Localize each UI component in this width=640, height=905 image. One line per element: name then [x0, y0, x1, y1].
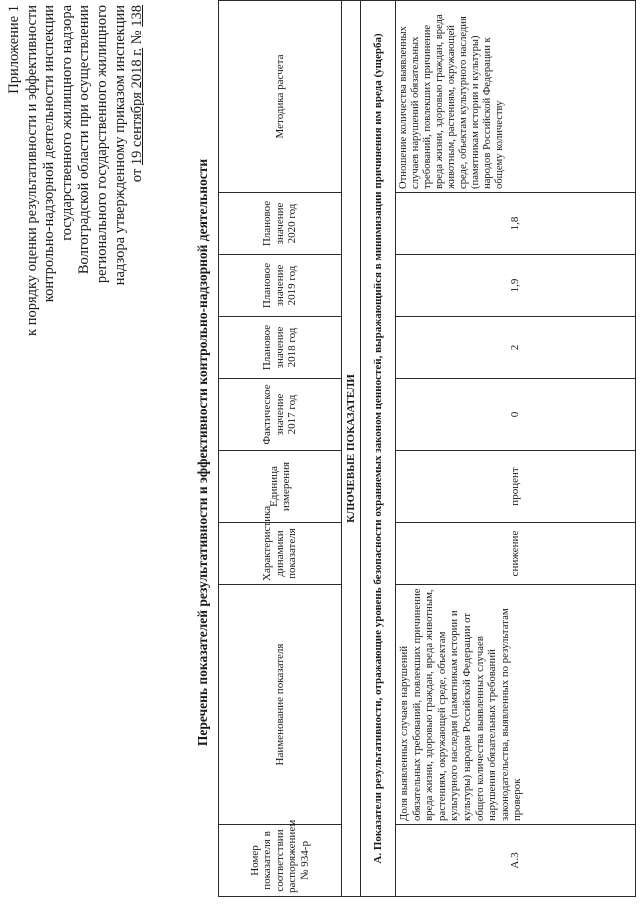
document-title: Перечень показателей результативности и эффективности контрольно-надзорной деятельности: [195, 158, 210, 747]
row-name: Доля выявленных случаев нарушений обязательных требований, повлекших причинение вреда жизни, здоровью граждан, вреда животным, растениям, окружающей среде, объектам культурного наследия (памятникам истории и культуры) народов Российской Федерации от общего количества выявленных случаев нарушения обязательных требований законодательства, выявленных по результатам проверок: [396, 585, 636, 825]
row-plan-2020: 1,8: [396, 193, 636, 255]
section-a-label: А. Показатели результативности, отражающие уровень безопасности охраняемых законом ценностей, выражающийся в минимизации причинения им вреда (ущерба): [361, 1, 396, 897]
row-number: А.3: [396, 825, 636, 897]
table-row: [396, 1, 636, 897]
row-plan-2019: 1,9: [396, 255, 636, 317]
header-trend: Характеристика динамики показателя: [219, 523, 342, 585]
row-unit: процент: [396, 451, 636, 523]
appendix-line: надзора утвержденному приказом инспекции: [111, 5, 128, 286]
section-row: [361, 1, 396, 897]
key-indicators-label: КЛЮЧЕВЫЕ ПОКАЗАТЕЛИ: [342, 1, 361, 897]
appendix-line: государственного жилищного надзора: [58, 5, 75, 241]
row-trend: снижение: [396, 523, 636, 585]
row-plan-2018: 2: [396, 317, 636, 379]
appendix-line: регионального государственного жилищного: [93, 5, 110, 284]
order-reference: [129, 5, 147, 385]
indicators-table: [218, 0, 636, 897]
header-name: Наименование показателя: [219, 585, 342, 825]
appendix-line: к порядку оценки результативности и эффективности: [23, 5, 40, 336]
header-number: Номер показателя в соответствии распоряжением № 934-р: [219, 825, 342, 897]
row-method: Отношение количества выявленных случаев нарушений обязательных требований, повлекших причинение вреда жизни, здоровью граждан, вреда животным, растениям, окружающей среде, объектам культурного наследия (памятникам истории и культуры) народов Российской Федерации к общему количеству: [396, 1, 636, 193]
appendix-line: контрольно-надзорной деятельности инспекции: [41, 5, 58, 303]
appendix-line: Приложение 1: [6, 5, 22, 94]
header-plan-2020: Плановое значение 2020 год: [219, 193, 342, 255]
order-date: 19 сентября 2018 г.: [129, 47, 146, 166]
order-prefix: от: [129, 165, 146, 183]
header-plan-2019: Плановое значение 2019 год: [219, 255, 342, 317]
header-unit: Единица измерения: [219, 451, 342, 523]
order-number: 138: [129, 5, 146, 27]
header-row: [219, 1, 342, 897]
header-fact-2017: Фактическое значение 2017 год: [219, 379, 342, 451]
row-fact-2017: 0: [396, 379, 636, 451]
appendix-block: [6, 5, 147, 385]
header-method: Методика расчета: [219, 1, 342, 193]
appendix-line: Волгоградской области при осуществлении: [76, 5, 93, 275]
order-sep: №: [129, 26, 146, 48]
key-indicators-row: [342, 1, 361, 897]
header-plan-2018: Плановое значение 2018 год: [219, 317, 342, 379]
